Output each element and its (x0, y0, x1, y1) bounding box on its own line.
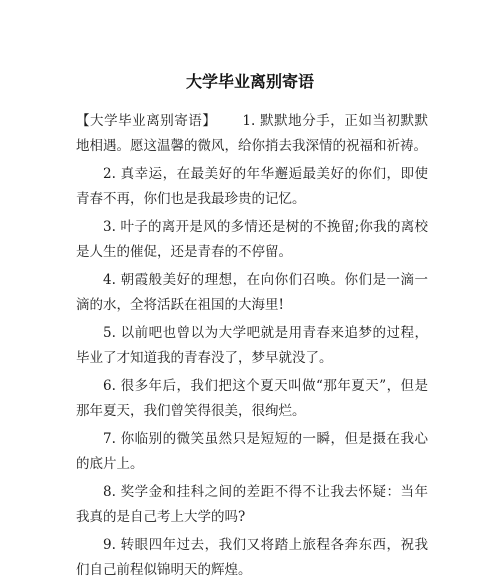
paragraph-text: 1. 默默地分手，正如当初默默地相遇。愿这温馨的微风，给你捎去我深情的祝福和祈祷。 (76, 113, 429, 154)
paragraph-7: 7. 你临别的微笑虽然只是短短的一瞬，但是摄在我心的底片上。 (76, 431, 428, 472)
paragraph-6: 6. 很多年后，我们把这个夏天叫做“那年夏天”，但是那年夏天，我们曾笑得很美，很绚烂。 (76, 378, 428, 419)
document-title: 大学毕业离别寄语 (185, 72, 314, 91)
paragraph-8: 8. 奖学金和挂科之间的差距不得不让我去怀疑：当年我真的是自己考上大学的吗? (76, 484, 428, 525)
paragraph-3: 3. 叶子的离开是风的多情还是树的不挽留;你我的离校是人生的催促，还是青春的不停留。 (76, 219, 428, 260)
intro-label: 【大学毕业离别寄语】 (76, 113, 217, 129)
document-body (76, 109, 428, 586)
paragraph-1 (76, 109, 428, 158)
paragraph-9: 9. 转眼四年过去，我们又将踏上旅程各奔东西，祝我们自己前程似锦明天的辉煌。 (76, 537, 428, 578)
paragraph-5: 5. 以前吧也曾以为大学吧就是用青春来追梦的过程，毕业了才知道我的青春没了，梦早就没了。 (76, 325, 428, 366)
paragraph-2: 2. 真幸运，在最美好的年华邂逅最美好的你们，即使青春不再，你们也是我最珍贵的记忆。 (76, 166, 428, 207)
paragraph-4: 4. 朝霞般美好的理想，在向你们召唤。你们是一滴一滴的水，全将活跃在祖国的大海里! (76, 272, 428, 313)
